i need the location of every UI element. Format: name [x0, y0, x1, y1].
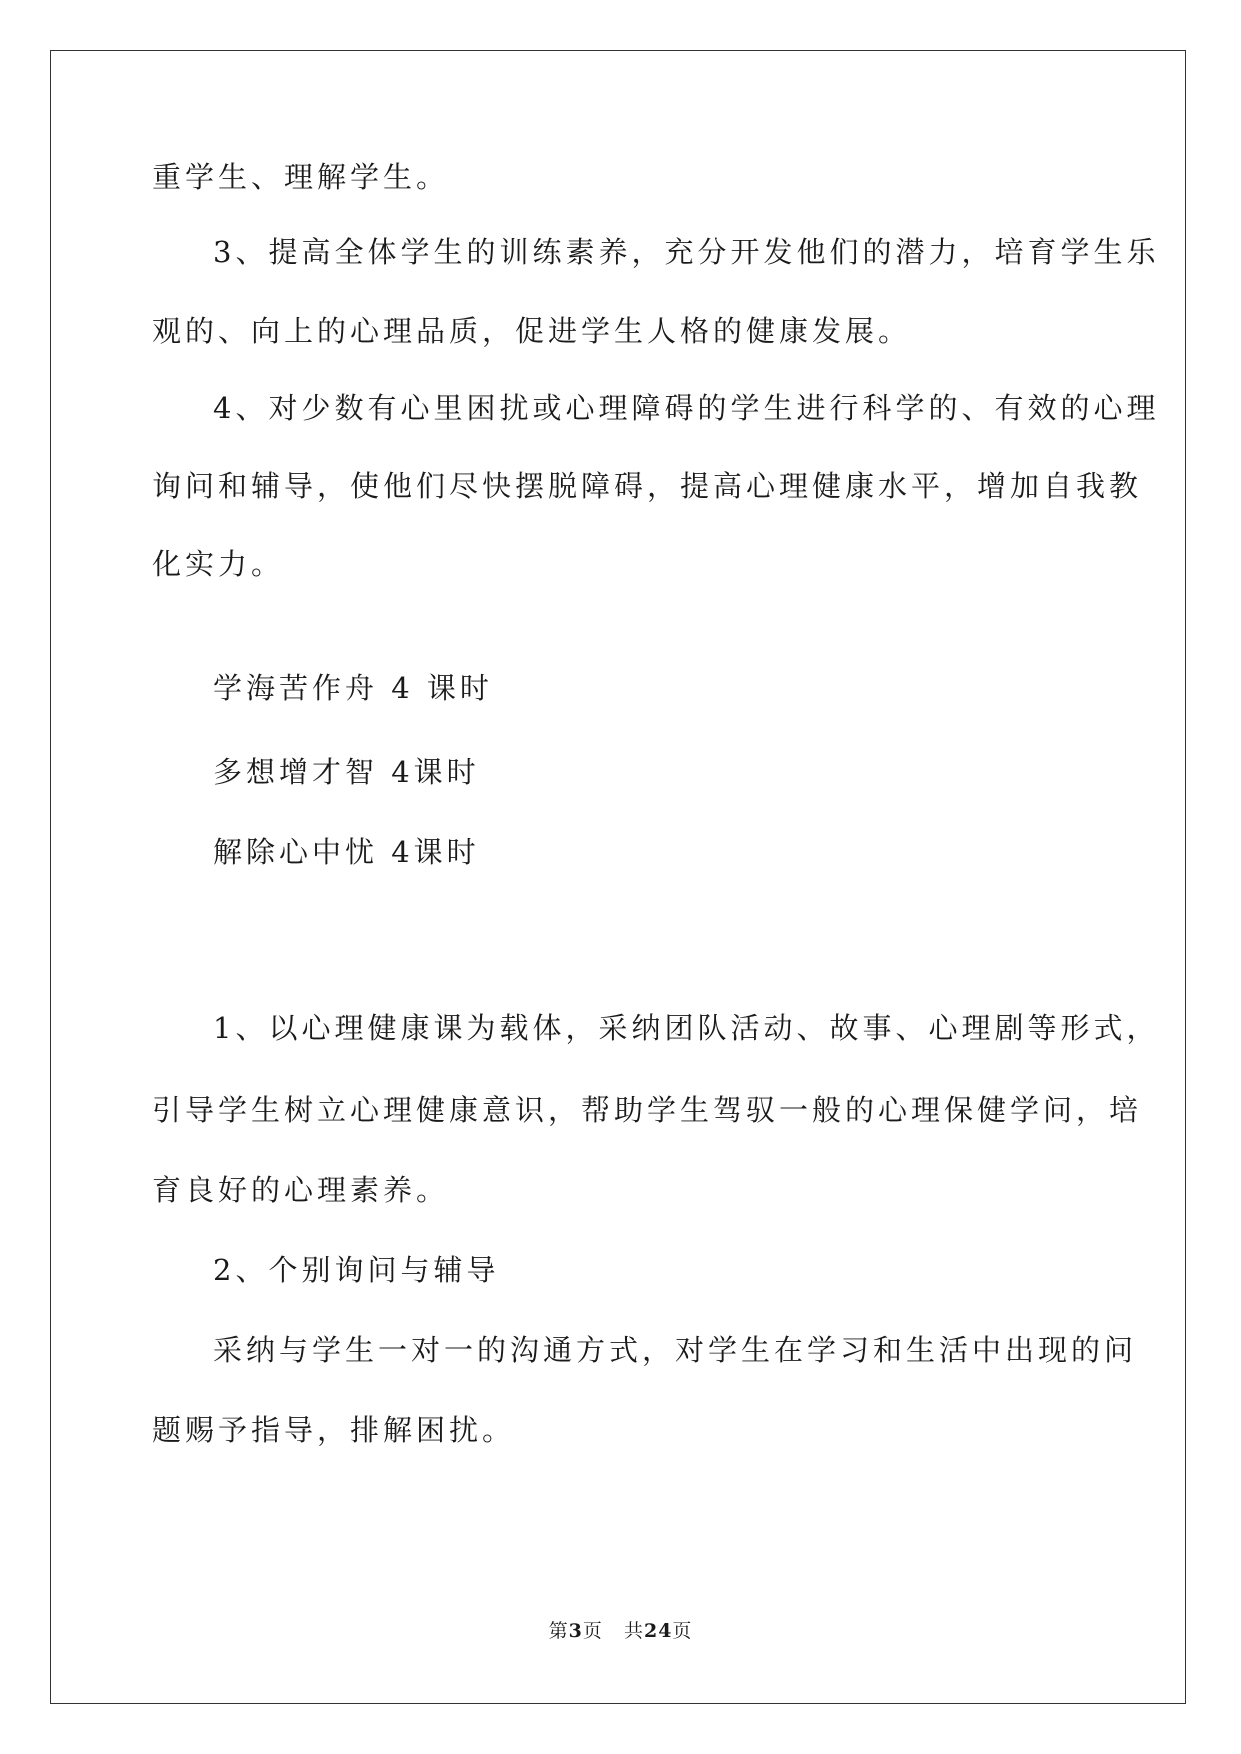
paragraph-line: 询问和辅导，使他们尽快摆脱障碍，提高心理健康水平，增加自我教: [152, 469, 1143, 503]
paragraph-line: 1、以心理健康课为载体，采纳团队活动、故事、心理剧等形式，: [213, 1011, 1160, 1045]
footer-page-number: 3: [568, 1620, 583, 1642]
footer-page-prefix: 第: [548, 1620, 569, 1642]
lesson-item: 学海苦作舟 4 课时: [213, 671, 493, 705]
page-footer: [0, 1616, 1241, 1643]
footer-page-suffix: 页: [582, 1620, 603, 1642]
paragraph-line: 引导学生树立心理健康意识，帮助学生驾驭一般的心理保健学问，培: [152, 1093, 1143, 1127]
footer-total-prefix: 共: [623, 1620, 644, 1642]
lesson-item: 解除心中忧 4课时: [213, 835, 480, 869]
paragraph-line: 育良好的心理素养。: [152, 1173, 450, 1207]
page-border: [50, 50, 1186, 1704]
paragraph-line: 4、对少数有心里困扰或心理障碍的学生进行科学的、有效的心理: [213, 391, 1160, 425]
paragraph-line: 3、提高全体学生的训练素养，充分开发他们的潜力，培育学生乐: [213, 235, 1160, 269]
footer-total-pages: 24: [643, 1620, 673, 1642]
paragraph-line: 题赐予指导，排解困扰。: [152, 1413, 516, 1447]
paragraph-line: 2、个别询问与辅导: [213, 1253, 500, 1287]
lesson-item: 多想增才智 4课时: [213, 755, 480, 789]
paragraph-line: 观的、向上的心理品质，促进学生人格的健康发展。: [152, 314, 912, 348]
paragraph-line: 采纳与学生一对一的沟通方式，对学生在学习和生活中出现的问: [213, 1333, 1138, 1367]
paragraph-line: 化实力。: [152, 547, 285, 581]
paragraph-line: 重学生、理解学生。: [152, 160, 450, 194]
footer-total-suffix: 页: [672, 1620, 693, 1642]
